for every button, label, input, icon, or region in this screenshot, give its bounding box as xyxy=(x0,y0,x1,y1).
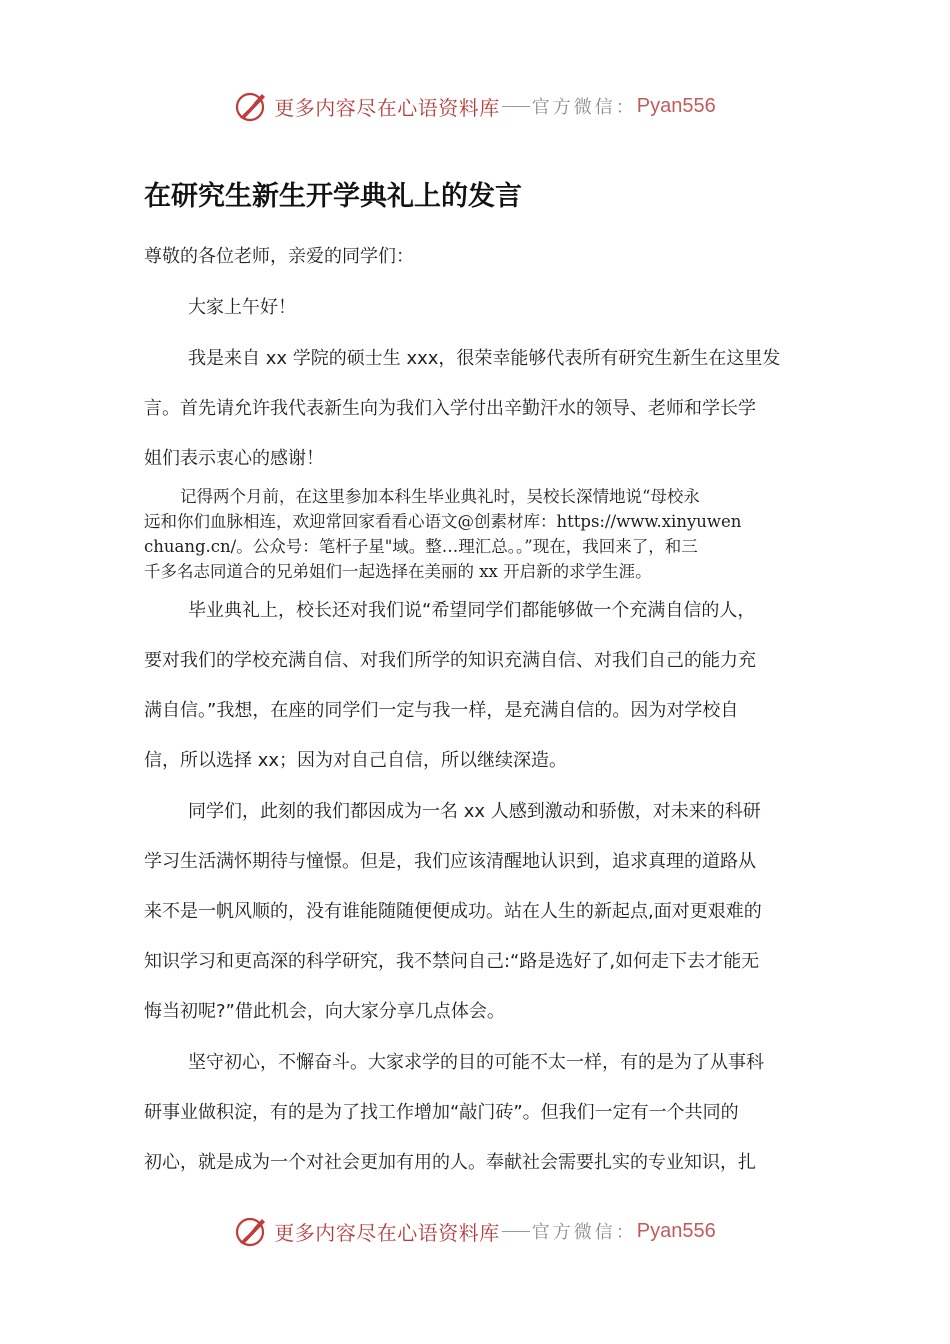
banner-dash xyxy=(502,1231,530,1232)
header-banner xyxy=(0,84,950,128)
paragraph-line: 初心，就是成为一个对社会更加有用的人。奉献社会需要扎实的专业知识，扎 xyxy=(144,1152,756,1173)
paragraph-line: 同学们，此刻的我们都因成为一名 xx 人感到激动和骄傲，对未来的科研 xyxy=(188,801,761,822)
paragraph-line: 满自信。”我想，在座的同学们一定与我一样，是充满自信的。因为对学校自 xyxy=(144,700,739,721)
document-title: 在研究生新生开学典礼上的发言 xyxy=(144,181,522,212)
banner-text: 更多内容尽在心语资料库 xyxy=(274,95,500,120)
paragraph-line: 来不是一帆风顺的，没有谁能随随便便成功。站在人生的新起点,面对更艰难的 xyxy=(144,901,762,922)
paragraph-line: 我是来自 xx 学院的硕士生 xxx，很荣幸能够代表所有研究生新生在这里发 xyxy=(188,348,781,369)
banner-wechat-id: Pyan556 xyxy=(636,94,716,117)
paragraph-line: 研事业做积淀，有的是为了找工作增加“敲门砖”。但我们一定有一个共同的 xyxy=(144,1102,739,1123)
paragraph-line: 姐们表示衷心的感谢！ xyxy=(144,448,324,469)
inserted-paragraph-line: 千多名志同道合的兄弟姐们一起选择在美丽的 xx 开启新的求学生涯。 xyxy=(144,562,652,581)
inserted-paragraph-line: 记得两个月前，在这里参加本科生毕业典礼时，吴校长深情地说“母校永 xyxy=(180,487,700,506)
paragraph-line: 学习生活满怀期待与憧憬。但是，我们应该清醒地认识到，追求真理的道路从 xyxy=(144,851,756,872)
quill-logo-icon xyxy=(234,88,270,124)
banner-official-label: 官方微信： xyxy=(531,97,637,118)
inserted-paragraph-line: chuang.cn/。公众号：笔杆子星"域。整…理汇总。。”现在，我回来了，和三 xyxy=(144,537,698,556)
paragraph-line: 言。首先请允许我代表新生向为我们入学付出辛勤汗水的领导、老师和学长学 xyxy=(144,398,756,419)
quill-logo-icon xyxy=(234,1213,270,1249)
paragraph-line: 要对我们的学校充满自信、对我们所学的知识充满自信、对我们自己的能力充 xyxy=(144,650,756,671)
paragraph-line: 知识学习和更高深的科学研究，我不禁问自己:“路是选好了,如何走下去才能无 xyxy=(144,951,760,972)
paragraph-line: 毕业典礼上，校长还对我们说“希望同学们都能够做一个充满自信的人， xyxy=(188,600,756,621)
banner-wechat-id: Pyan556 xyxy=(636,1219,716,1242)
inserted-paragraph-line: 远和你们血脉相连，欢迎常回家看看心语文@创素材库：https://www.xinyuwen xyxy=(144,512,742,531)
greeting-line: 大家上午好！ xyxy=(188,297,296,318)
footer-banner xyxy=(0,1209,950,1253)
banner-text: 更多内容尽在心语资料库 xyxy=(274,1220,500,1245)
paragraph-line: 信，所以选择 xx；因为对自己自信，所以继续深造。 xyxy=(144,750,568,771)
paragraph-line: 悔当初呢?”借此机会，向大家分享几点体会。 xyxy=(144,1001,505,1022)
banner-official-label: 官方微信： xyxy=(531,1222,637,1243)
paragraph-line: 坚守初心，不懈奋斗。大家求学的目的可能不太一样，有的是为了从事科 xyxy=(188,1052,764,1073)
banner-dash xyxy=(502,106,530,107)
salutation-line: 尊敬的各位老师，亲爱的同学们： xyxy=(144,246,414,267)
